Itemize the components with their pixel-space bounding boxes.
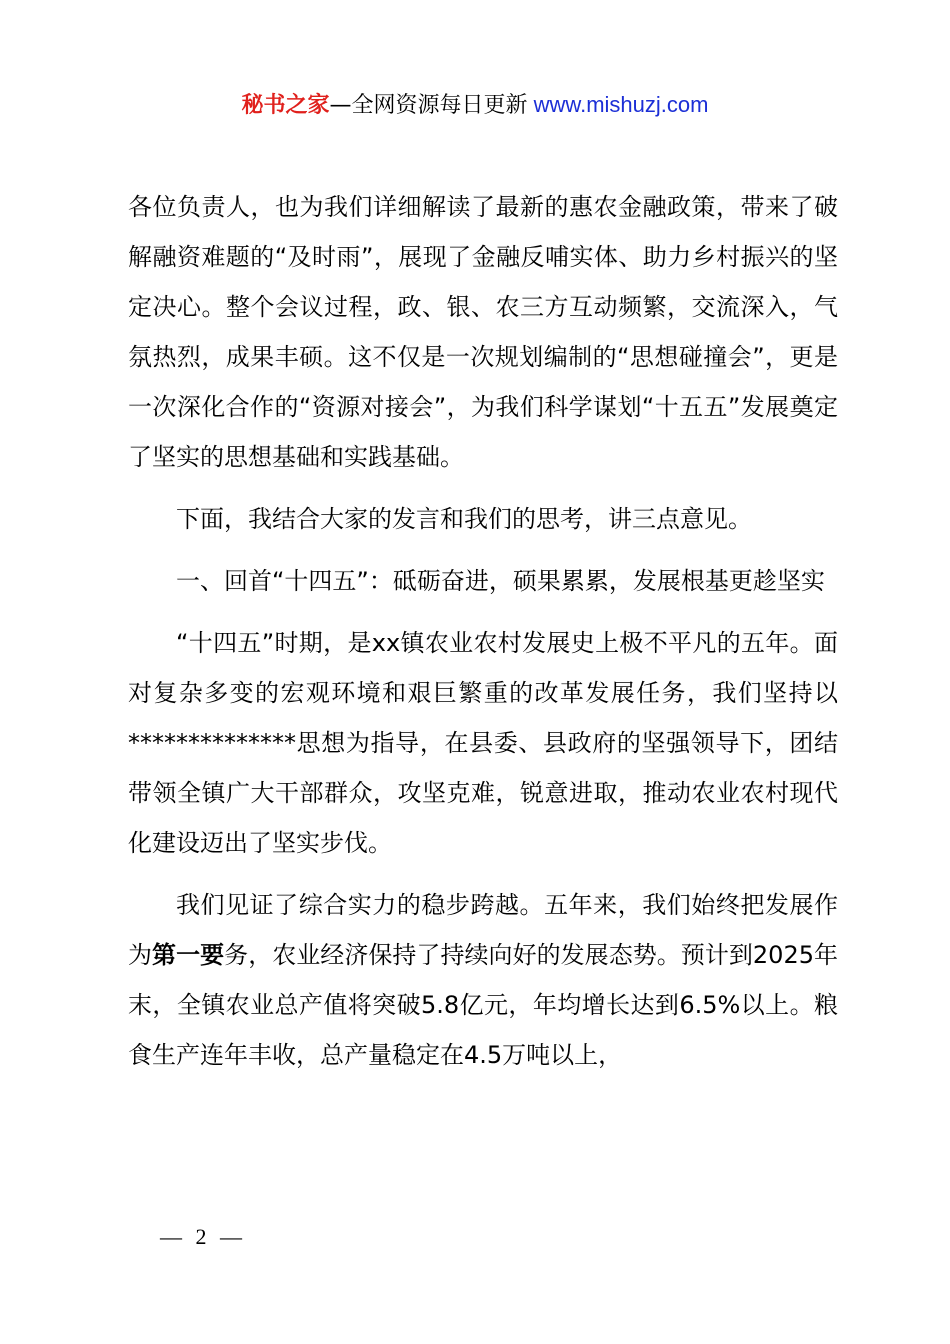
section-heading: 一、回首“十四五”：砥砺奋进，硕果累累，发展根基更趁坚实 xyxy=(176,567,825,595)
bold-emphasis: 第一要 xyxy=(152,941,225,969)
paragraph-text: 务，农业经济保持了持续向好的发展态势。预计到2025年末，全镇农业总产值将突破5.8亿元，年均增长达到6.5%以上。粮食生产连年丰收，总产量稳定在4.5万吨以上， xyxy=(128,941,839,1069)
paragraph-text: 我们见证了综合实力的稳步跨越。五年来，我们始终把发展作为 xyxy=(128,891,838,969)
document-body xyxy=(128,182,838,1080)
paragraph-continuation: 各位负责人，也为我们详细解读了最新的惠农金融政策，带来了破解融资难题的“及时雨”，展现了金融反哺实体、助力乡村振兴的坚定决心。整个会议过程，政、银、农三方互动频繁，交流深入，气氛热烈，成果丰硕。这不仅是一次规划编制的“思想碰撞会”，更是一次深化合作的“资源对接会”，为我们科学谋划“十五五”发展奠定了坚实的思想基础和实践基础。 xyxy=(128,193,838,471)
paragraph-intro: 下面，我结合大家的发言和我们的思考，讲三点意见。 xyxy=(176,505,752,533)
brand-name: 秘书之家 xyxy=(241,93,330,118)
site-header xyxy=(0,90,950,121)
paragraph-review: “十四五”时期，是xx镇农业农村发展史上极不平凡的五年。面对复杂多变的宏观环境和艰巨繁重的改革发展任务，我们坚持以**************思想为指导，在县委、县政府的坚强领导下，团结带领全镇广大干部群众，攻坚克难，锐意进取，推动农业农村现代化建设迈出了坚实步伐。 xyxy=(128,629,838,857)
paragraph-achievements xyxy=(128,880,838,1080)
website-url[interactable]: www.mishuzj.com xyxy=(527,92,709,117)
header-tagline: —全网资源每日更新 xyxy=(329,93,528,118)
page-number: — 2 — xyxy=(160,1224,246,1249)
